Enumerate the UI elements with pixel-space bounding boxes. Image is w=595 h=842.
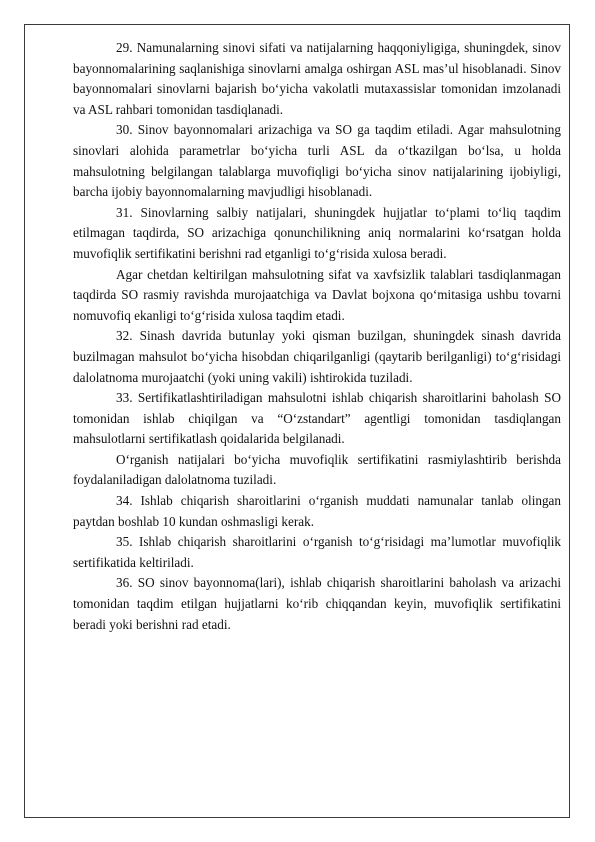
paragraph-35: 35. Ishlab chiqarish sharoitlarini o‘rganish to‘g‘risidagi ma’lumotlar muvofiqlik sertifikatida keltiriladi.	[73, 534, 561, 570]
paragraph-31: 31. Sinovlarning salbiy natijalari, shuningdek hujjatlar to‘plami to‘liq taqdim etilmagan taqdirda, SO arizachiga qonunchilikning aniq normalarini ko‘rsatgan holda muvofiqlik sertifikatini berishni rad etganligi to‘g‘risida xulosa beradi.	[73, 204, 561, 261]
paragraph-29: 29. Namunalarning sinovi sifati va natijalarning haqqoniyligiga, shuningdek, sinov bayonnomalarining saqlanishiga sinovlarni amalga oshirgan ASL mas’ul hisoblanadi. Sinov bayonnomalari sinovlarni bajarish bo‘yicha vakolatli mutaxassislar tomonidan imzolanadi va ASL rahbari tomonidan tasdiqlanadi.	[73, 40, 561, 117]
paragraph-36: 36. SO sinov bayonnoma(lari), ishlab chiqarish sharoitlarini baholash va arizachi tomonidan taqdim etilgan hujjatlarni ko‘rib chiqqandan keyin, muvofiqlik sertifikatini beradi yoki berishni rad etadi.	[73, 575, 561, 632]
paragraph-33: 33. Sertifikatlashtiriladigan mahsulotni ishlab chiqarish sharoitlarini baholash SO tomonidan ishlab chiqilgan va “O‘zstandart” agentligi tomonidan tasdiqlangan mahsulotlarni sertifikatlash qoidalarida belgilanadi.	[73, 390, 561, 447]
paragraph-34: 34. Ishlab chiqarish sharoitlarini o‘rganish muddati namunalar tanlab olingan paytdan boshlab 10 kundan oshmasligi kerak.	[73, 493, 561, 529]
paragraph-30: 30. Sinov bayonnomalari arizachiga va SO ga taqdim etiladi. Agar mahsulotning sinovlari alohida parametrlar bo‘yicha turli ASL da o‘tkazilgan bo‘lsa, u holda mahsulotning belgilangan talablarga muvofiqligi bo‘yicha sinov natijalarining ijobiyligi, barcha ijobiy bayonnomalarning mavjudligi hisoblanadi.	[73, 122, 561, 200]
paragraph-33-continuation: O‘rganish natijalari bo‘yicha muvofiqlik sertifikatini rasmiylashtirib berishda foydalaniladigan dalolatnoma tuziladi.	[73, 451, 561, 488]
paragraph-31-continuation: Agar chetdan keltirilgan mahsulotning sifat va xavfsizlik talablari tasdiqlanmagan taqdirda SO rasmiy ravishda murojaatchiga va Davlat bojxona qo‘mitasiga ushbu tovarni nomuvofiq ekanligi to‘g‘risida xulosa taqdim etadi.	[73, 266, 561, 323]
document-body	[73, 38, 561, 635]
paragraph-32: 32. Sinash davrida butunlay yoki qisman buzilgan, shuningdek sinash davrida buzilmagan mahsulot bo‘yicha hisobdan chiqarilganligi (qaytarib berilganligi) to‘g‘risidagi dalolatnoma murojaatchi (yoki uning vakili) ishtirokida tuziladi.	[73, 328, 561, 385]
